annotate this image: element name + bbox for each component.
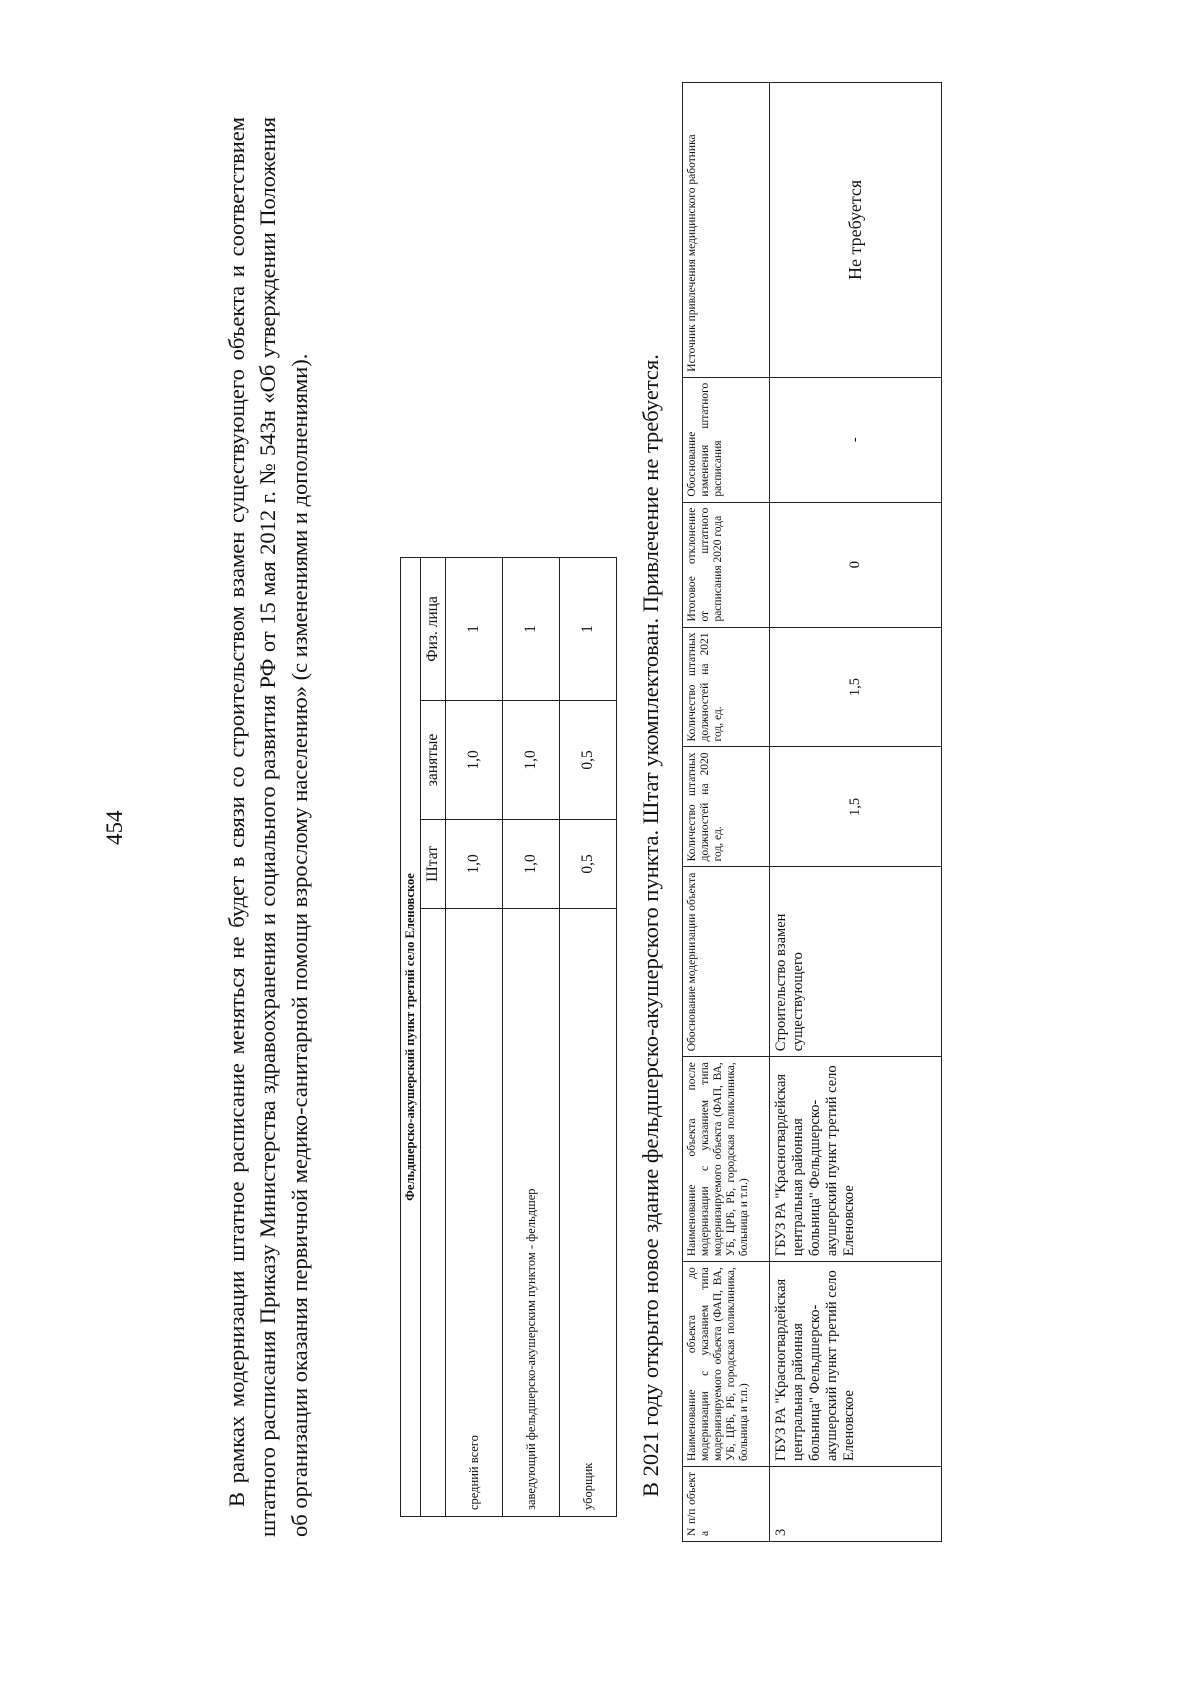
staff-header-empty: [421, 908, 446, 1516]
cell-count-2021: 1,5: [770, 627, 942, 747]
staff-header-shtat: Штат: [421, 820, 446, 909]
staff-row-zanyatye: 0,5: [560, 700, 617, 819]
paragraph-staffing-info: В рамках модернизации штатное расписание меняться не будет в связи со строительством взамен существующего объекта и соответствием штатного расписания Приказу Министерства здравоохранения и социального развития РФ от 15 мая 2012 г. № 543н «Об утверждении Положения об организации оказания первичной медико-санитарной помощи взрослому населению» (с изменениями и дополнениями).: [223, 117, 312, 1537]
staff-row-label: заведующий фельдшерско-акушерским пунктом - фельдшер: [503, 908, 560, 1516]
staff-row-label: уборщик: [560, 908, 617, 1516]
staff-row-fiz: 1: [503, 558, 560, 701]
header-count-2021: Количество штатных должностей на 2021 год, ед.: [683, 627, 770, 747]
staff-header-fiz: Физ. лица: [421, 558, 446, 701]
staff-row-zanyatye: 1,0: [503, 700, 560, 819]
cell-number: 3: [770, 1467, 942, 1542]
header-change-justification: Обоснование изменения штатного расписания: [683, 377, 770, 502]
cell-change-justification: -: [770, 377, 942, 502]
cell-deviation: 0: [770, 502, 942, 627]
cell-source: Не требуется: [770, 83, 942, 378]
paragraph-new-building: В 2021 году открыто новое здание фельдшерско-акушерского пункта. Штат укомплектован. Привлечение не требуется.: [637, 354, 663, 1497]
cell-after: ГБУЗ РА "Красногвардейская центральная районная больница" Фельдшерско-акушерский пункт третий село Еленовское: [770, 1057, 942, 1262]
table-row: [503, 558, 560, 1517]
header-after: Наименование объекта после модернизации с указанием типа модернизируемого объекта (ФАП, ВА, УБ, ЦРБ, РБ, городская поликлиника, больница и т.п.): [683, 1057, 770, 1262]
page-number: 454: [102, 810, 127, 845]
header-justification: Обоснование модернизации объекта: [683, 867, 770, 1057]
header-count-2020: Количество штатных должностей на 2020 год, ед.: [683, 747, 770, 867]
staff-row-shtat: 0,5: [560, 820, 617, 909]
staff-row-fiz: 1: [446, 558, 503, 701]
staff-table: [400, 557, 617, 1517]
header-number: N п/п объект а: [683, 1467, 770, 1542]
staff-table-header-row: [421, 558, 446, 1517]
staff-header-zanyatye: занятые: [421, 700, 446, 819]
staff-row-shtat: 1,0: [446, 820, 503, 909]
cell-before: ГБУЗ РА "Красногвардейская центральная районная больница" Фельдшерско-акушерский пункт третий село Еленовское: [770, 1262, 942, 1467]
staff-row-fiz: 1: [560, 558, 617, 701]
modernization-table: [682, 82, 942, 1542]
header-source: Источник привлечения медицинского работника: [683, 83, 770, 378]
cell-justification: Строительство взамен существующего: [770, 867, 942, 1057]
table-row: [446, 558, 503, 1517]
header-deviation: Итоговое отклонение от штатного расписания 2020 года: [683, 502, 770, 627]
header-before: Наименование объекта до модернизации с указанием типа модернизируемого объекта (ФАП, ВА, УБ, ЦРБ, РБ, городская поликлиника, больница и т.п.): [683, 1262, 770, 1467]
staff-table-caption: Фельдшерско-акушерский пункт третий село Еленовское: [400, 557, 420, 1517]
staff-row-zanyatye: 1,0: [446, 700, 503, 819]
modernization-header-row: [683, 83, 770, 1542]
table-row: [560, 558, 617, 1517]
table-row: [770, 83, 942, 1542]
staff-row-label: средний всего: [446, 908, 503, 1516]
staff-row-shtat: 1,0: [503, 820, 560, 909]
cell-count-2020: 1,5: [770, 747, 942, 867]
